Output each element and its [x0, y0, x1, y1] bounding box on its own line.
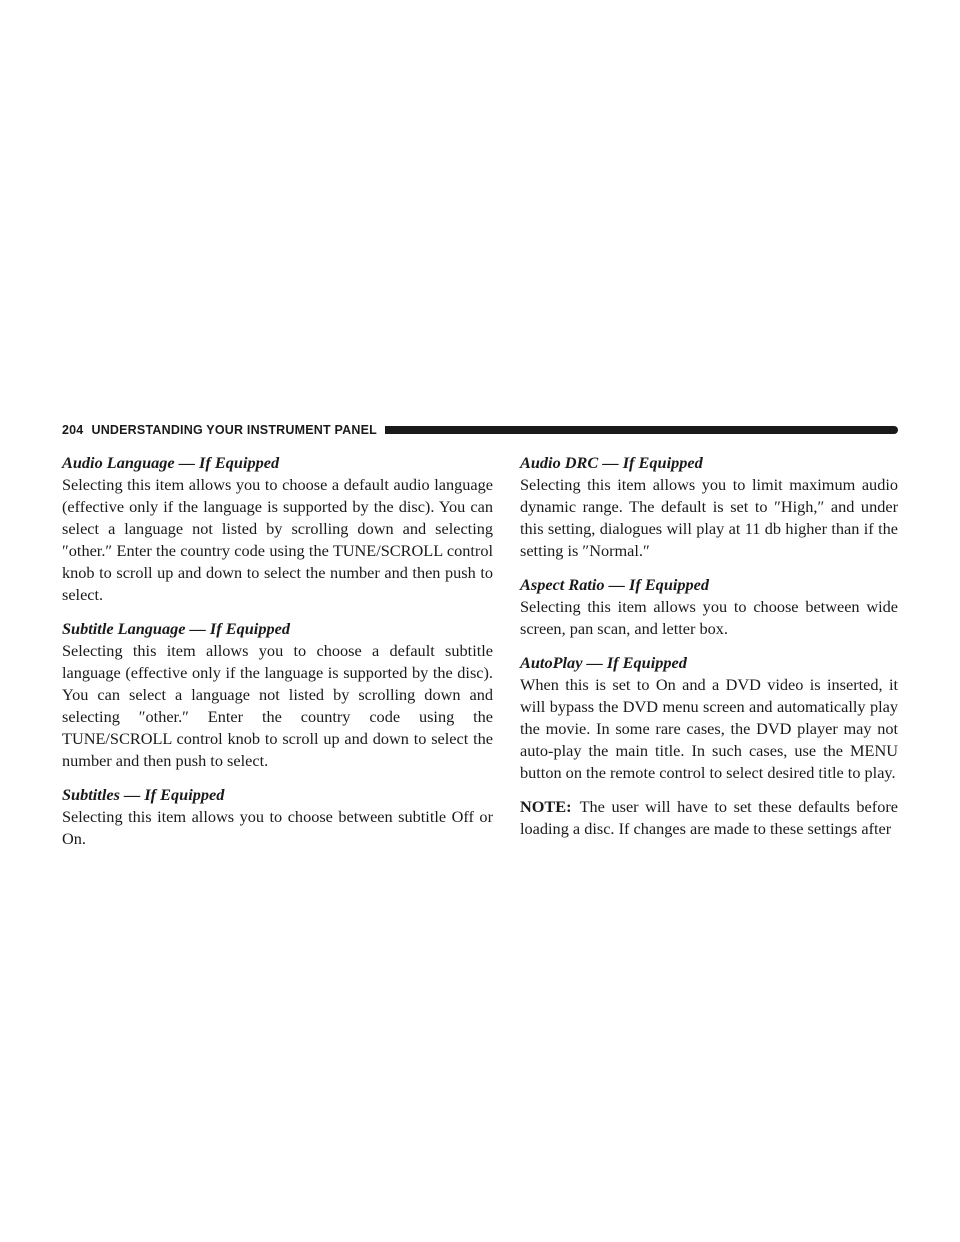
section-subtitle-language [62, 618, 493, 772]
section-heading: Audio DRC — If Equipped [520, 453, 703, 472]
page-number: 204 [62, 423, 84, 437]
left-column [62, 452, 493, 862]
section-heading: AutoPlay — If Equipped [520, 653, 687, 672]
section-title: UNDERSTANDING YOUR INSTRUMENT PANEL [91, 423, 377, 437]
note-paragraph [520, 796, 898, 840]
section-heading: Aspect Ratio — If Equipped [520, 575, 710, 594]
note-text: The user will have to set these defaults before loading a disc. If changes are made to these settings after [520, 797, 898, 838]
section-audio-language [62, 452, 493, 606]
page-header [62, 422, 898, 438]
section-heading: Audio Language — If Equipped [62, 453, 280, 472]
section-audio-drc [520, 452, 898, 562]
section-body: Selecting this item allows you to choose between subtitle Off or On. [62, 807, 493, 848]
section-body: Selecting this item allows you to choose a default subtitle language (effective only if the language is supported by the disc). You can select a language not listed by scrolling down and selecting ″other.″ Enter the country code using the TUNE/SCROLL control knob to scroll up and down to select the number and then push to select. [62, 641, 493, 770]
header-rule [385, 426, 898, 434]
section-autoplay [520, 652, 898, 784]
section-body: When this is set to On and a DVD video is inserted, it will bypass the DVD menu screen and automatically play the movie. In some rare cases, the DVD player may not auto-play the main title. In such cases, use the MENU button on the remote control to select desired title to play. [520, 675, 898, 782]
section-heading: Subtitle Language — If Equipped [62, 619, 290, 638]
section-body: Selecting this item allows you to choose between wide screen, pan scan, and letter box. [520, 597, 898, 638]
section-aspect-ratio [520, 574, 898, 640]
right-column [520, 452, 898, 852]
section-body: Selecting this item allows you to limit maximum audio dynamic range. The default is set to ″High,″ and under this setting, dialogues will play at 11 db higher than if the setting is ″Normal.″ [520, 475, 898, 560]
section-body: Selecting this item allows you to choose a default audio language (effective only if the language is supported by the disc). You can select a language not listed by scrolling down and selecting ″other.″ Enter the country code using the TUNE/SCROLL control knob to scroll up and down to select the number and then push to select. [62, 475, 493, 604]
note [520, 796, 898, 840]
note-label: NOTE: [520, 797, 572, 816]
section-heading: Subtitles — If Equipped [62, 785, 225, 804]
section-subtitles [62, 784, 493, 850]
